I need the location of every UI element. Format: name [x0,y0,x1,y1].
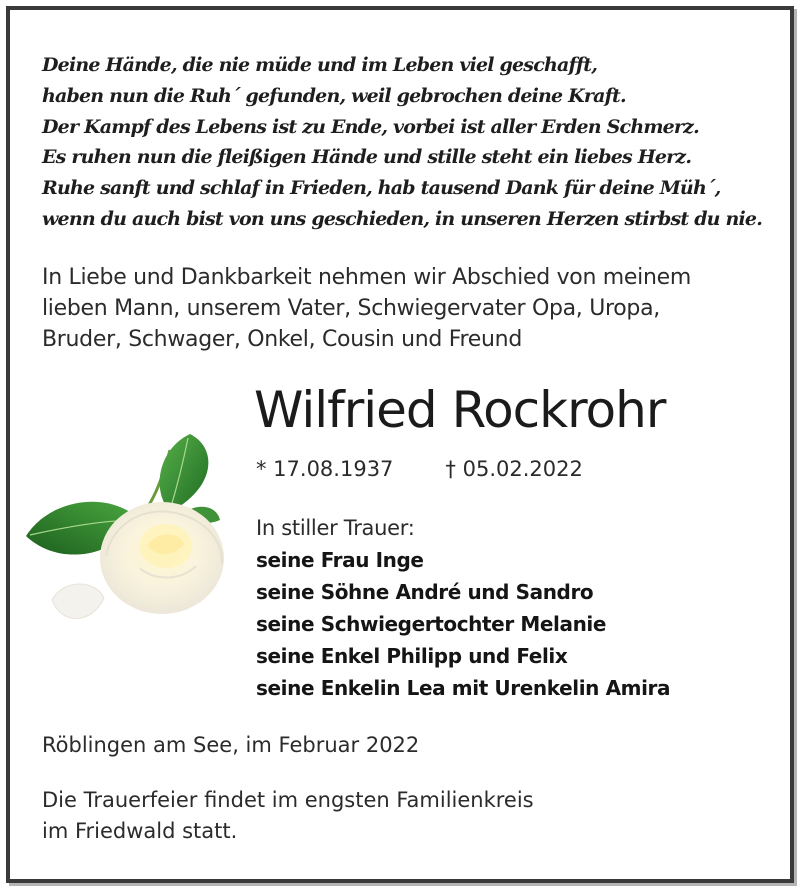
death-date: † 05.02.2022 [445,457,583,481]
mourner-line: seine Söhne André und Sandro [256,580,594,604]
mourner-line: seine Frau Inge [256,548,424,572]
farewell-intro [42,262,782,355]
mourners-list [256,544,670,704]
funeral-notice [42,785,534,847]
deceased-name: Wilfried Rockrohr [254,381,666,439]
mourner-line: seine Schwiegertochter Melanie [256,612,607,636]
poem [42,50,762,235]
mourner-line: seine Enkelin Lea mit Urenkelin Amira [256,676,671,700]
life-dates [256,455,583,483]
place-and-date: Röblingen am See, im Februar 2022 [42,733,420,757]
mourner-line: seine Enkel Philipp und Felix [256,644,568,668]
poem-line: Ruhe sanft und schlaf in Frieden, hab tausend Dank für deine Müh´, [42,177,721,200]
intro-line: In Liebe und Dankbarkeit nehmen wir Abschied von meinem [42,265,691,290]
notice-line: Die Trauerfeier findet im engsten Familienkreis [42,788,534,812]
intro-line: lieben Mann, unserem Vater, Schwiegervater Opa, Uropa, [42,296,660,321]
poem-line: wenn du auch bist von uns geschieden, in unseren Herzen stirbst du nie. [42,207,763,230]
intro-line: Bruder, Schwager, Onkel, Cousin und Freund [42,327,522,352]
poem-line: Deine Hände, die nie müde und im Leben viel geschafft, [42,54,598,76]
poem-line: haben nun die Ruh´ gefunden, weil gebrochen deine Kraft. [42,84,626,107]
white-rose-icon [20,428,240,638]
notice-line: im Friedwald statt. [42,819,238,843]
poem-line: Der Kampf des Lebens ist zu Ende, vorbei ist aller Erden Schmerz. [42,115,699,138]
mourners-section [256,512,670,704]
poem-line: Es ruhen nun die fleißigen Hände und stille steht ein liebes Herz. [42,146,692,169]
birth-date: * 17.08.1937 [256,457,394,481]
mourners-heading: In stiller Trauer: [256,516,415,540]
